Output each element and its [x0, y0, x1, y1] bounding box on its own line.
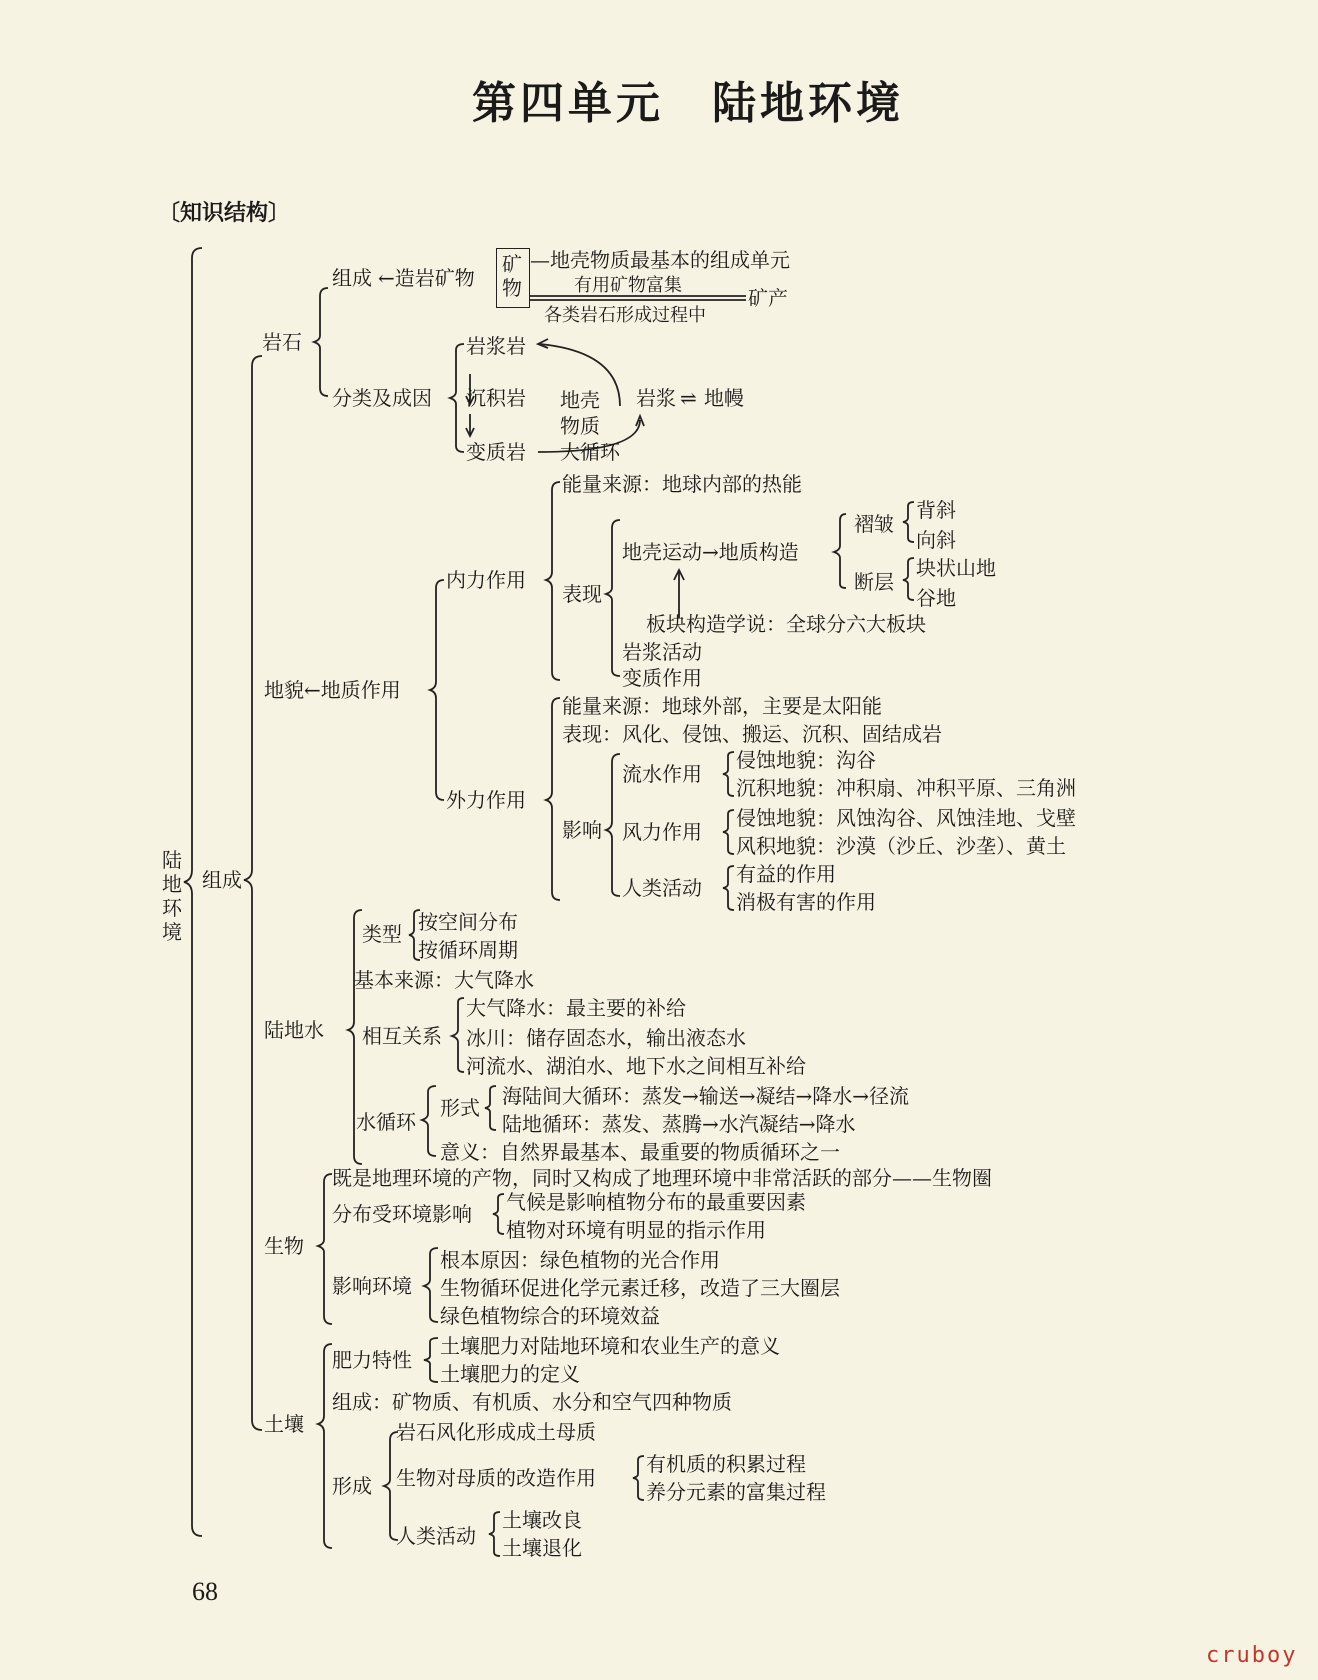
soil-label: 土壤 [264, 1412, 304, 1436]
fold-label: 褶皱 [854, 512, 894, 536]
root-label: 陆地环境 [162, 848, 182, 944]
block-mountain: 块状山地 [916, 556, 996, 580]
dist-climate: 气候是影响植物分布的最重要因素 [506, 1190, 806, 1214]
form-human: 人类活动 [396, 1524, 476, 1548]
magma-activity: 岩浆活动 [622, 640, 702, 664]
imp-benefit: 绿色植物综合的环境效益 [440, 1304, 660, 1328]
bio-dist: 分布受环境影响 [332, 1202, 472, 1226]
water-type-space: 按空间分布 [418, 910, 518, 934]
water-action: 流水作用 [622, 762, 702, 786]
sedimentary-rock: 沉积岩 [466, 386, 526, 410]
composition-label: 组成 [202, 868, 242, 892]
mineral-enrich: 有用矿物富集 [574, 275, 682, 296]
form-sea-land: 海陆间大循环：蒸发→输送→凝结→降水→径流 [502, 1084, 910, 1108]
water-erosion: 侵蚀地貌：沟谷 [736, 748, 876, 772]
rock-comp-label: 组成 [332, 266, 372, 290]
form-weathering: 岩石风化形成成土母质 [396, 1420, 596, 1444]
human-action: 人类活动 [622, 876, 702, 900]
mineral-process: 各类岩石形成过程中 [544, 305, 706, 326]
mineral-box-label: 矿物 [502, 252, 522, 300]
section-heading: 〔知识结构〕 [158, 201, 291, 226]
water-relation: 相互关系 [362, 1024, 442, 1048]
imp-photosynthesis: 根本原因：绿色植物的光合作用 [440, 1248, 720, 1272]
wind-action: 风力作用 [622, 820, 702, 844]
metamorphism: 变质作用 [622, 666, 702, 690]
rel-glacier: 冰川：储存固态水，输出液态水 [466, 1026, 746, 1050]
human-degrade: 土壤退化 [502, 1536, 582, 1560]
human-bad: 消极有害的作用 [736, 890, 876, 914]
syncline: 向斜 [916, 528, 956, 552]
imp-cycle: 生物循环促进化学元素迁移，改造了三大圈层 [440, 1276, 840, 1300]
exchange-arrow: ⇌ [680, 386, 697, 410]
rock-label: 岩石 [262, 330, 302, 354]
fault-label: 断层 [854, 570, 894, 594]
rel-rivers: 河流水、湖泊水、地下水之间相互补给 [466, 1054, 806, 1078]
rift-valley: 谷地 [916, 586, 956, 610]
wind-erosion: 侵蚀地貌：风蚀沟谷、风蚀洼地、戈壁 [736, 806, 1076, 830]
water-deposit: 沉积地貌：冲积扇、冲积平原、三角洲 [736, 776, 1076, 800]
water-type-cycle: 按循环周期 [418, 938, 518, 962]
plate-tectonics: 板块构造学说：全球分六大板块 [646, 612, 926, 636]
form-organic: 有机质的积累过程 [646, 1452, 806, 1476]
watermark: cruboy [1206, 1643, 1298, 1668]
igneous-rock: 岩浆岩 [466, 334, 526, 358]
bio-impact: 影响环境 [332, 1274, 412, 1298]
mineral-def: —地壳物质最基本的组成单元 [530, 248, 790, 272]
internal-show: 表现 [562, 582, 602, 606]
water-label: 陆地水 [264, 1018, 324, 1042]
soil-form: 形成 [332, 1474, 372, 1498]
form-nutrient: 养分元素的富集过程 [646, 1480, 826, 1504]
bio-def: 既是地理环境的产物，同时又构成了地理环境中非常活跃的部分——生物圈 [332, 1166, 992, 1190]
crust-movement: 地壳运动→地质构造 [622, 540, 799, 564]
water-cycle: 水循环 [356, 1110, 416, 1134]
water-source: 基本来源：大气降水 [354, 968, 534, 992]
rel-precip: 大气降水：最主要的补给 [466, 996, 686, 1020]
fert-definition: 土壤肥力的定义 [440, 1362, 580, 1386]
soil-comp: 组成：矿物质、有机质、水分和空气四种物质 [332, 1390, 732, 1414]
cycle-3: 大循环 [560, 440, 620, 464]
metamorphic-rock: 变质岩 [466, 440, 526, 464]
external-energy: 能量来源：地球外部，主要是太阳能 [562, 694, 882, 718]
internal-label: 内力作用 [446, 568, 526, 592]
external-impact: 影响 [562, 818, 602, 842]
human-good: 有益的作用 [736, 862, 836, 886]
cycle-1: 地壳 [560, 388, 600, 412]
rock-class-label: 分类及成因 [332, 386, 432, 410]
external-show: 表现：风化、侵蚀、搬运、沉积、固结成岩 [562, 722, 942, 746]
page-number: 68 [192, 1577, 218, 1606]
form-bio: 生物对母质的改造作用 [396, 1466, 596, 1490]
wind-deposit: 风积地貌：沙漠（沙丘、沙垄）、黄土 [736, 834, 1066, 858]
anticline: 背斜 [916, 498, 956, 522]
dist-indicator: 植物对环境有明显的指示作用 [506, 1218, 766, 1242]
mantle-label: 地幔 [704, 386, 744, 410]
cycle-2: 物质 [560, 414, 600, 438]
rock-mineral-arrow: ←造岩矿物 [378, 266, 475, 290]
form-land: 陆地循环：蒸发、蒸腾→水汽凝结→降水 [502, 1112, 856, 1136]
water-type: 类型 [362, 922, 402, 946]
external-label: 外力作用 [446, 788, 526, 812]
internal-energy: 能量来源：地球内部的热能 [562, 472, 802, 496]
cycle-form: 形式 [440, 1096, 480, 1120]
human-improve: 土壤改良 [502, 1508, 582, 1532]
bio-label: 生物 [264, 1234, 304, 1258]
landform-label: 地貌←地质作用 [264, 678, 401, 702]
page-title: 第四单元 陆地环境 [472, 78, 904, 129]
soil-fertility: 肥力特性 [332, 1348, 412, 1372]
cycle-meaning: 意义：自然界最基本、最重要的物质循环之一 [440, 1140, 840, 1164]
fert-meaning: 土壤肥力对陆地环境和农业生产的意义 [440, 1334, 780, 1358]
ore-label: 矿产 [748, 286, 788, 310]
magma-label: 岩浆 [636, 386, 676, 410]
